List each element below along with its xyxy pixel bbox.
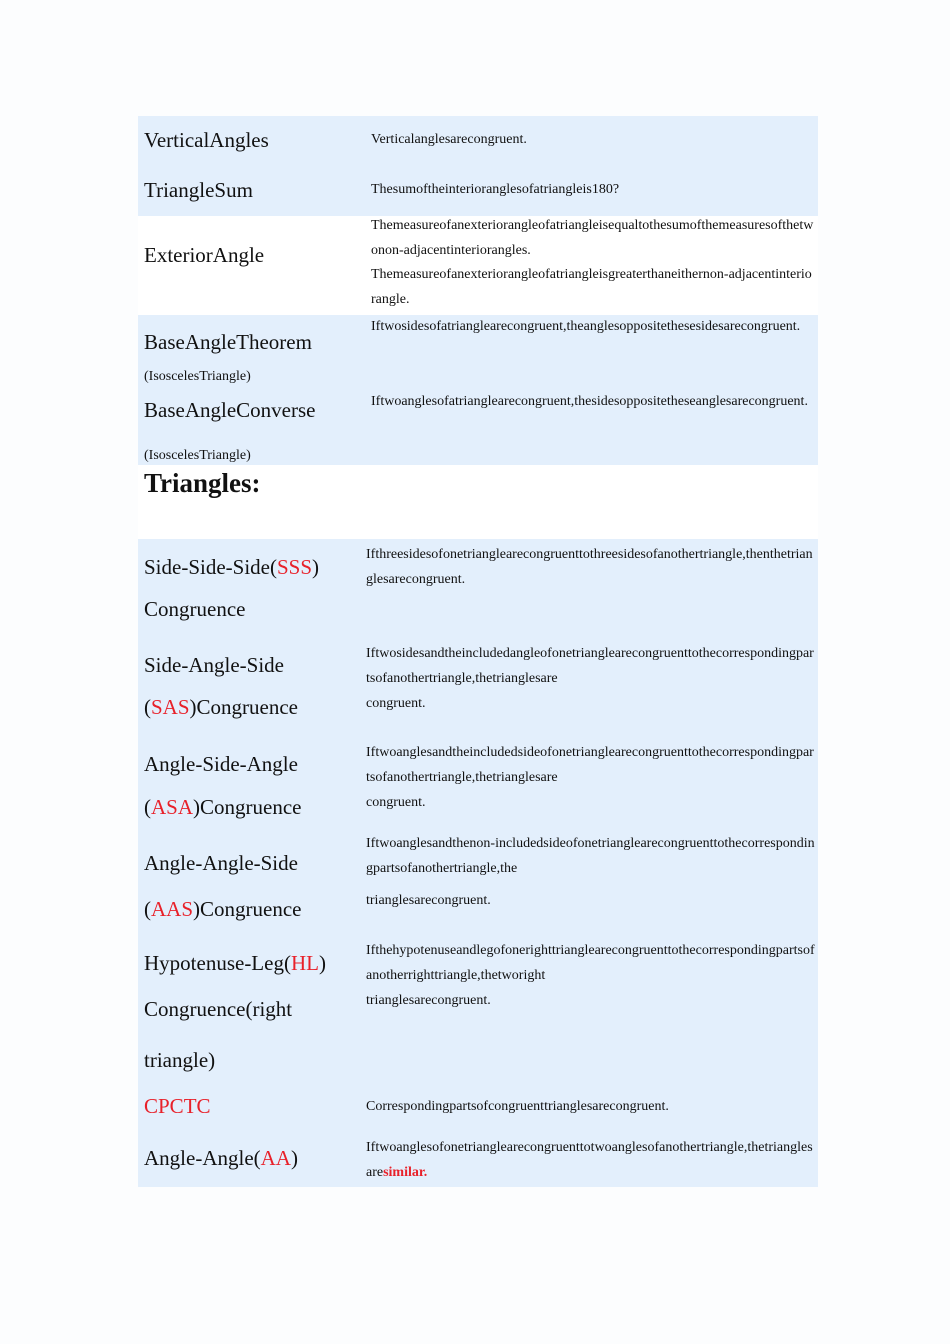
sub-base-angle-theorem: (IsoscelesTriangle) [144,369,251,384]
def-base-angle-theorem: Iftwosidesofatrianglearecongruent,theanglesoppositethesesidesarecongruent. [371,319,801,334]
def-cpctc: Correspondingpartsofcongruenttrianglesarecongruent. [366,1099,669,1114]
abbr-sas: SAS [151,695,190,719]
term-cpctc: CPCTC [144,1094,211,1118]
def-asa: Iftwoanglesandtheincludedsideofonetrianglearecongruenttothecorrespondingpartsofanothertriangle,thetrianglesare [366,745,814,785]
term-aas: (AAS)Congruence [144,897,302,921]
def-sas-tail: congruent. [366,696,426,711]
def-aa: Iftwoanglesofonetrianglearecongruenttotwoanglesofanothertriangle,thetrianglesaresimilar. [366,1140,813,1180]
term-sas-line1: Side-Angle-Side [144,653,284,677]
term-sss-line2: Congruence [144,597,246,621]
term-aas-line1: Angle-Angle-Side [144,851,298,875]
abbr-hl: HL [290,951,319,975]
def-exterior-angle-2: Themeasureofanexteriorangleofatriangleisgreaterthaneithernon-adjacentinteriorangle. [371,267,812,307]
sub-base-angle-converse: (IsoscelesTriangle) [144,448,251,463]
def-hl-tail: trianglesarecongruent. [366,993,491,1008]
term-sss: Side-Side-Side(SSS) [144,555,320,579]
def-triangle-sum: Thesumoftheinterioranglesofatriangleis180? [371,182,620,197]
def-aas-tail: trianglesarecongruent. [366,893,491,908]
term-exterior-angle: ExteriorAngle [144,243,265,267]
row-vertical-and-sum [138,116,818,216]
term-triangle-sum: TriangleSum [144,178,253,202]
term-asa-line1: Angle-Side-Angle [144,752,298,776]
def-hl: Ifthehypotenuseandlegofonerighttrianglearecongruenttothecorrespondingpartsofanotherrighttriangle,thetworight [366,943,815,983]
row-base-angle [138,315,818,465]
def-exterior-angle-1: Themeasureofanexteriorangleofatriangleisequaltothesumofthemeasuresofthetwonon-adjacentinteriorangles. [371,218,814,258]
abbr-aa: AA [260,1146,291,1170]
emph-similar: similar. [383,1165,428,1180]
heading-row [138,465,818,539]
term-asa: (ASA)Congruence [144,795,302,819]
def-sss: Ifthreesidesofonetrianglearecongruenttothreesidesofanothertriangle,thenthetrianglesarecongruent. [366,547,813,587]
term-vertical-angles: VerticalAngles [144,128,269,152]
def-base-angle-converse: Iftwoanglesofatrianglearecongruent,thesidesoppositetheseanglesarecongruent. [371,394,808,409]
term-hl-line3: triangle) [144,1048,216,1072]
table-congruence [138,539,818,1187]
term-hl: Hypotenuse-Leg(HL) [144,951,326,975]
def-sas: Iftwosidesandtheincludedangleofonetrianglearecongruenttothecorrespondingpartsofanothertriangle,thetrianglesare [366,646,814,686]
abbr-sss: SSS [276,555,313,579]
term-base-angle-theorem: BaseAngleTheorem [144,330,312,354]
abbr-aas: AAS [151,897,194,921]
def-vertical-angles: Verticalanglesarecongruent. [371,132,527,147]
term-sas: (SAS)Congruence [144,695,298,719]
row-exterior-angle [138,216,818,315]
term-aa: Angle-Angle(AA) [144,1146,298,1170]
term-base-angle-converse: BaseAngleConverse [144,398,316,422]
def-aas: Iftwoanglesandthenon-includedsideofonetrianglearecongruenttothecorrespondingpartsofanothertriangle,the [366,836,815,876]
term-hl-line2: Congruence(right [144,997,293,1021]
def-asa-tail: congruent. [366,795,426,810]
section-heading: Triangles: [144,468,261,498]
abbr-asa: ASA [151,795,194,819]
